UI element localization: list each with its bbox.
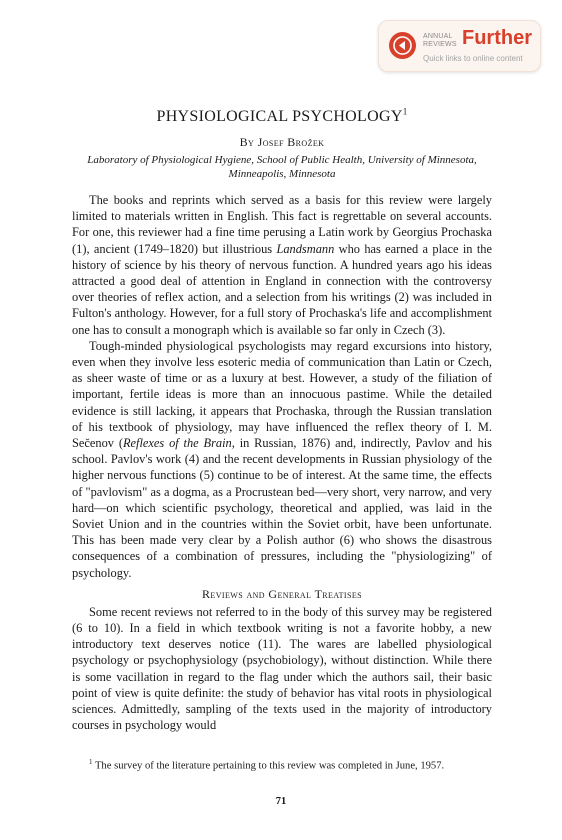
banner-small-text: ANNUAL REVIEWS [423, 33, 457, 48]
footnote: $^1$ The survey of the literature pertaining to this review was completed in June, 1957. [89, 758, 445, 772]
banner-subtitle: Quick links to online content [423, 54, 523, 63]
section-heading: Reviews and General Treatises [202, 586, 362, 601]
paragraph-1: The books and reprints which served as a basis for this review were largely limited to materials written in English. This fact is regrettable on several accounts. For one, this reviewer had a fine time perusing a Latin work by Georgius Prochaska (1), ancient (1749–1820) but illustrious Landsmann who has earned a place in the history of science by his theory of nervous function. A hundred years ago his ideas attracted a good deal of attention in England in connection with the controversy over theories of reflex action, and a selection from his writings (2) was included in Fulton's anthology. However, for a full story of Prochaska's life and accomplishment one has to consult a monograph which is available so far only in Czech (3). [72, 193, 492, 337]
page-number: 71 [275, 796, 287, 807]
affiliation: Laboratory of Physiological Hygiene, School of Public Health, University of Minnesota, Minneapolis, Minnesota [87, 154, 477, 180]
paragraph-2: Tough-minded physiological psychologists may regard excursions into history, even when they involve less esoteric media of communication than Latin or Czech, as sheer waste of time or as a luxury at best. However, a study of the filiation of important, fertile ideas is more than an innocuous pastime. While the detailed evidence is still lacking, it appears that Prochaska, through the Russian translation of his textbook of physiology, may have influenced the reflex theory of I. M. Sečenov (Reflexes of the Brain, in Russian, 1876) and, indirectly, Pavlov and his school. Pavlov's work (4) and the recent developments in Russian physiology of the higher nervous functions (5) continue to be of interest. At the same time, the effects of "pavlovism" as a dogma, as a Procrustean bed—very short, very narrow, and very hard—on which scientific psychology, theoretical and applied, was laid in the Soviet Union and in the countries within the Soviet orbit, have been unfortunate. This has been made very clear by a Polish author (6) who shows the disastrous consequences of a combination of pressures, including the "physiologizing" of psychology. [72, 338, 492, 580]
banner-further-text: Further [462, 27, 532, 49]
paragraph-3: Some recent reviews not referred to in the body of this survey may be registered (6 to 10). In a field in which textbook writing is not a favorite hobby, a new introductory text deserves notice (11). The wares are labelled physiological psychology or psychophysiology (psychobiology), without distinction. While there is some vacillation in regard to the flag under which the authors sail, their basic point of view is quite definite: the study of behavior has vital roots in physiological sciences. Admittedly, sampling of the texts used in the majority of introductory courses in psychology would [72, 604, 492, 733]
further-logo-icon [389, 32, 416, 59]
further-banner[interactable] [378, 20, 541, 72]
article-body [72, 108, 492, 734]
article-title: PHYSIOLOGICAL PSYCHOLOGY$^1$ [156, 106, 408, 125]
title-footnote-mark: 1 [402, 106, 408, 117]
author-line: By Josef Brožek [239, 135, 325, 149]
